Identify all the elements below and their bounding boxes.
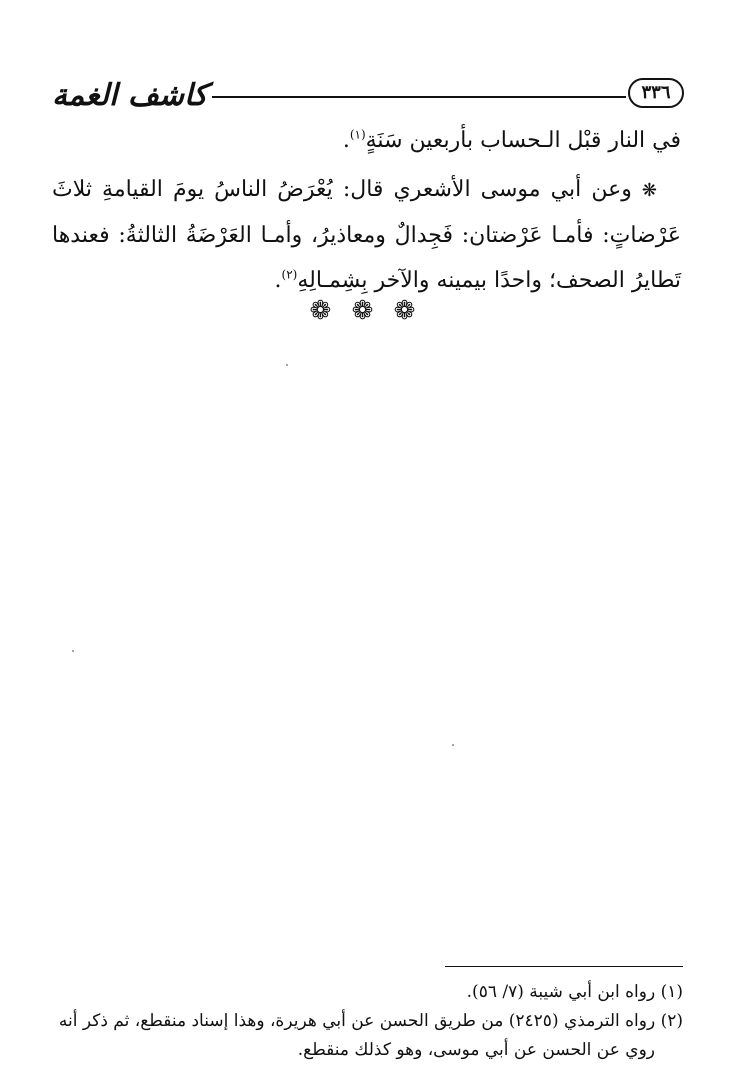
footnote-2-continuation: روي عن الحسن عن أبي موسى، وهو كذلك منقطع.	[297, 1040, 655, 1060]
paragraph-1-text: في النار قبْل الـحساب بأربعين سَنَةٍ	[365, 128, 681, 153]
book-title: كاشف الغمة	[52, 78, 208, 113]
page-number: ٣٣٦	[628, 78, 684, 108]
paragraph-1-end: .	[342, 128, 350, 153]
page-header	[52, 72, 684, 122]
paragraph-2-text: وعن أبي موسى الأشعري قال: يُعْرَضُ الناسُ يومَ القيامةِ ثلاثَ عَرْضاتٍ: فأمـا عَرْضتان: فَجِدالٌ ومعاذيرُ، وأمـا العَرْضَةُ الثالثةُ: فعندها تَطايرُ الصحف؛ واحدًا بيمينه والآخر بِشِمـالِهِ	[52, 177, 681, 293]
scan-speck	[286, 364, 288, 366]
footnotes	[52, 978, 683, 1065]
scan-speck	[452, 744, 454, 746]
paragraph-2-end: .	[274, 268, 282, 293]
scan-speck	[72, 650, 74, 652]
section-separator-icon: ❁ ❁ ❁	[309, 296, 422, 326]
footnote-2: (٢) رواه الترمذي (٢٤٢٥) من طريق الحسن عن أبي هريرة، وهذا إسناد منقطع، ثم ذكر أنه	[58, 1011, 683, 1031]
footnote-1: (١) رواه ابن أبي شيبة (٧/ ٥٦).	[466, 982, 683, 1002]
paragraph-1	[52, 118, 681, 163]
footnote-ref-2: (٢)	[281, 267, 298, 282]
paragraph-2	[52, 167, 681, 303]
star-icon: ❋	[641, 180, 658, 201]
footnote-ref-1: (١)	[349, 127, 366, 142]
header-rule	[212, 96, 626, 98]
main-text	[52, 118, 681, 303]
footnote-rule	[445, 966, 683, 967]
